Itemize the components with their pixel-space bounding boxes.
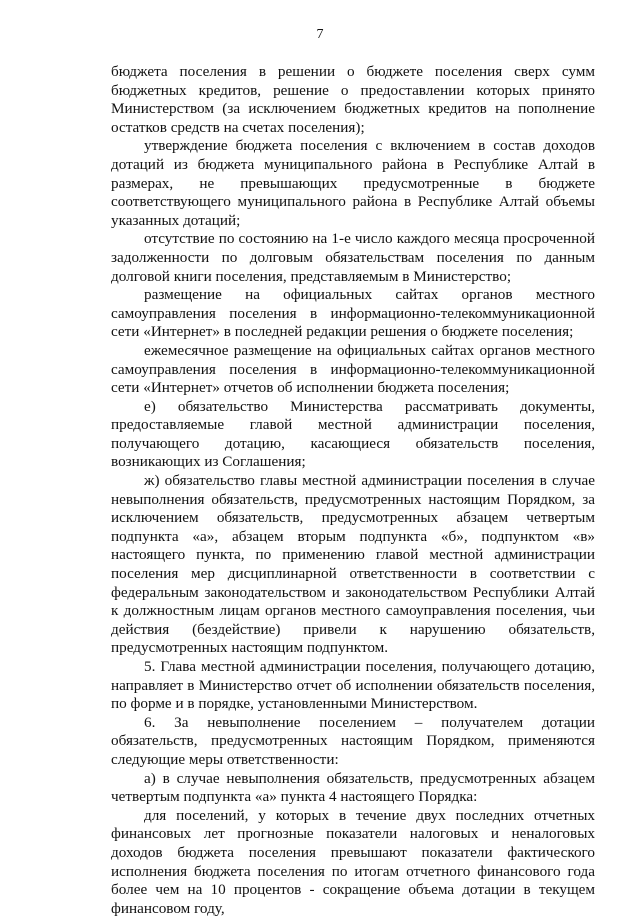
paragraph-item-e: е) обязательство Министерства рассматривать документы, предоставляемые главой местной администрации поселения, получающего дотацию, касающиеся обязательств поселения, возникающих из Соглашения;	[111, 397, 595, 471]
paragraph-no-overdue-debt: отсутствие по состоянию на 1-е число каждого месяца просроченной задолженности по долговым обязательствам поселения по данным долговой книги поселения, представляемым в Министерство;	[111, 230, 595, 285]
paragraph-settlements: для поселений, у которых в течение двух последних отчетных финансовых лет прогнозные показатели налоговых и неналоговых доходов бюджета поселения превышают показатели фактического исполнения бюджета поселения по итогам отчетного финансового года более чем на 10 процентов - сокращение объема дотации в текущем финансовом году,	[111, 806, 595, 917]
document-body	[111, 63, 595, 918]
paragraph-item-a: а) в случае невыполнения обязательств, предусмотренных абзацем четвертым подпункта «а» пункта 4 настоящего Порядка:	[111, 769, 595, 806]
page-number: 7	[316, 27, 324, 42]
paragraph-budget-approval: утверждение бюджета поселения с включением в состав доходов дотаций из бюджета муниципального района в Республике Алтай в размерах, не превышающих предусмотренные в бюджете соответствующего муниципального района в Республике Алтай объемы указанных дотаций;	[111, 137, 595, 229]
paragraph-clause-6: 6. За невыполнение поселением – получателем дотации обязательств, предусмотренных настоящим Порядком, применяются следующие меры ответственности:	[111, 713, 595, 768]
paragraph-continuation: бюджета поселения в решении о бюджете поселения сверх сумм бюджетных кредитов, решение о предоставлении которых принято Министерством (за исключением бюджетных кредитов на пополнение остатков средств на счетах поселения);	[111, 63, 595, 136]
paragraph-monthly-publication: ежемесячное размещение на официальных сайтах органов местного самоуправления поселения в информационно-телекоммуникационной сети «Интернет» отчетов об исполнении бюджета поселения;	[111, 341, 595, 397]
paragraph-clause-5: 5. Глава местной администрации поселения, получающего дотацию, направляет в Министерство отчет об исполнении обязательств поселения, по форме и в порядке, установленными Министерством.	[111, 658, 595, 713]
paragraph-publish-budget-decision: размещение на официальных сайтах органов местного самоуправления поселения в информационно-телекоммуникационной сети «Интернет» в последней редакции решения о бюджете поселения;	[111, 286, 595, 341]
paragraph-item-zh: ж) обязательство главы местной администрации поселения в случае невыполнения обязательств, предусмотренных настоящим Порядком, за исключением обязательств, предусмотренных абзацем четвертым подпункта «а», абзацем вторым подпункта «б», подпунктом «в» настоящего пункта, по применению главой местной администрации поселения мер дисциплинарной ответственности в соответствии с федеральным законодательством и законодательством Республики Алтай к должностным лицам органов местного самоуправления поселения, чьи действия (бездействие) привели к нарушению обязательств, предусмотренных настоящим подпунктом.	[111, 472, 595, 657]
